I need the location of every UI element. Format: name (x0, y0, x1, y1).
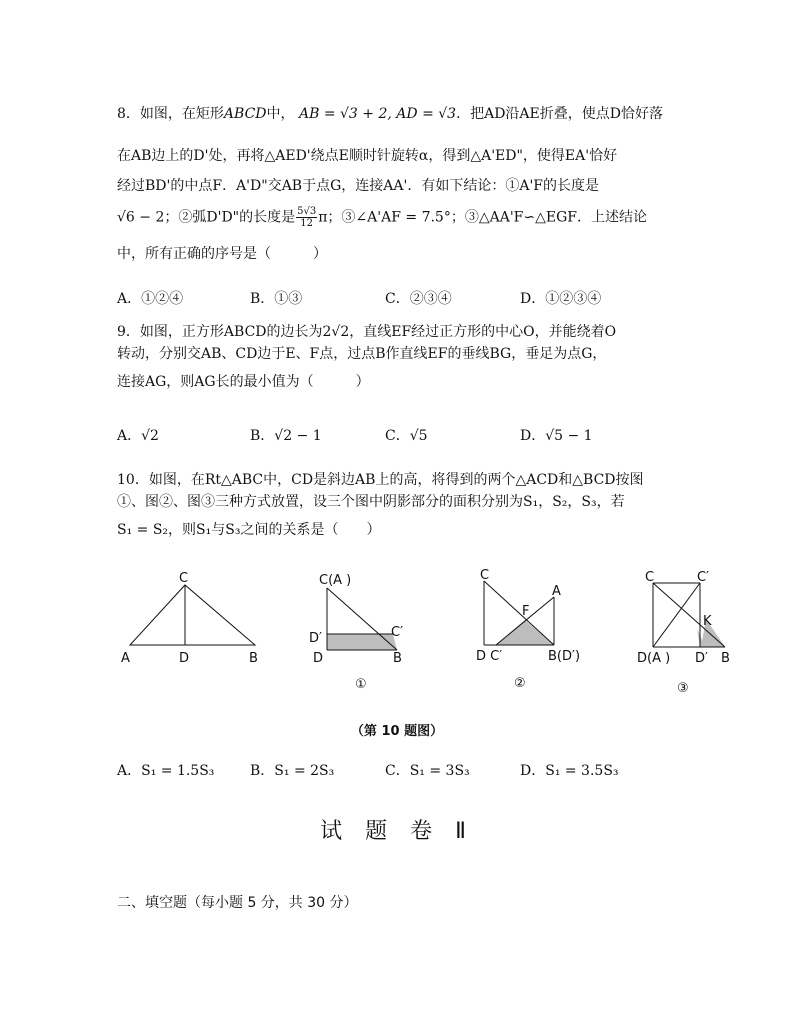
fig0-label-d: D (179, 651, 190, 666)
figure-1 (305, 570, 425, 700)
q10-option-d[interactable]: D．S₁ = 3.5S₃ (520, 763, 619, 779)
q8-option-c[interactable]: C．②③④ (385, 291, 452, 307)
figure-caption: （第 10 题图） (350, 724, 444, 739)
q9-line3: 连接AG，则AG长的最小值为（ ） (117, 374, 370, 390)
q8-frac-num: 5√3 (297, 206, 317, 217)
q10-option-c[interactable]: C．S₁ = 3S₃ (385, 763, 470, 779)
fig0-label-a: A (121, 651, 130, 666)
q9-option-b[interactable]: B．√2 − 1 (250, 428, 322, 444)
fig2-label-dc: D C′ (476, 649, 503, 664)
q10-option-a[interactable]: A．S₁ = 1.5S₃ (117, 763, 215, 779)
q8-line4-a: √6 − 2；②弧D'D"的长度是 (117, 209, 296, 226)
q8-rect: ABCD (223, 106, 267, 122)
fig2-label-c: C (480, 568, 490, 583)
section-title: 试 题 卷 Ⅱ (320, 819, 474, 844)
section-subtitle: 二、填空题（每小题 5 分，共 30 分） (117, 895, 358, 911)
fig0-label-c: C (179, 571, 189, 586)
q9-line2: 转动，分别交AB、CD边于E、F点，过点B作直线EF的垂线BG，垂足为点G， (117, 346, 607, 362)
q8-line1-mid: 中， (266, 106, 295, 122)
fig1-label-d: D (313, 651, 324, 666)
fig0-label-b: B (249, 651, 258, 666)
q9-option-c[interactable]: C．√5 (385, 428, 428, 444)
figure-2 (470, 565, 600, 700)
fig3-label-dp: D′ (695, 651, 708, 666)
q8-line1 (117, 104, 663, 124)
fig2-label-bd: B(D′) (548, 649, 581, 664)
q9-line1: 9．如图，正方形ABCD的边长为2√2，直线EF经过正方形的中心O，并能绕着O (117, 324, 617, 340)
q8-line1-end: ．把AD沿AE折叠，使点D恰好落 (456, 106, 663, 122)
fig2-label-f: F (522, 604, 530, 619)
fig3-label-da: D(A ) (637, 651, 671, 666)
q8-line5: 中，所有正确的序号是（ ） (117, 246, 327, 262)
q9-option-d[interactable]: D．√5 − 1 (520, 428, 593, 444)
q10-line2: ①、图②、图③三种方式放置，设三个图中阴影部分的面积分别为S₁，S₂，S₃，若 (117, 494, 625, 510)
fig1-label-cp: C′ (391, 625, 404, 640)
q8-option-b[interactable]: B．①③ (250, 291, 303, 307)
q8-condition: AB = √3 + 2, AD = √3 (298, 106, 457, 122)
q10-line3: S₁ = S₂，则S₁与S₃之间的关系是（ ） (117, 522, 381, 538)
fig2-label-a: A (552, 584, 561, 599)
fig1-number: ① (355, 677, 367, 692)
q10-option-b[interactable]: B．S₁ = 2S₃ (250, 763, 335, 779)
q8-line2: 在AB边上的D'处，再将△AED'绕点E顺时针旋转α，得到△A'ED"，使得EA'恰好 (117, 148, 618, 164)
fig3-number: ③ (677, 681, 689, 696)
fig3-label-k: K (703, 614, 712, 629)
q8-line1-start: 8．如图，在矩形 (117, 106, 224, 122)
fig3-label-b: B (721, 651, 730, 666)
figure-3 (635, 565, 765, 700)
q8-option-a[interactable]: A．①②④ (117, 291, 184, 307)
q8-line3: 经过BD'的中点F．A'D"交AB于点G，连接AA'．有如下结论：①A'F的长度是 (117, 178, 600, 194)
fig2-number: ② (514, 676, 526, 691)
fig1-label-ca: C(A ) (319, 573, 352, 588)
q9-option-a[interactable]: A．√2 (117, 428, 159, 444)
figure-original-triangle (115, 570, 275, 670)
q8-frac-den: 12 (300, 218, 314, 229)
fig3-label-c: C (645, 570, 655, 585)
fig1-label-dp: D′ (309, 631, 322, 646)
q10-line1: 10．如图，在Rt△ABC中，CD是斜边AB上的高，将得到的两个△ACD和△BCD按图 (117, 472, 644, 488)
q8-line4-b: π；③∠A'AF = 7.5°；③△AA'F∽△EGF．上述结论 (318, 209, 647, 226)
fig1-label-b: B (393, 651, 402, 666)
q8-option-d[interactable]: D．①②③④ (520, 291, 602, 307)
fig3-label-cp: C′ (697, 570, 710, 585)
q8-fraction (296, 206, 317, 229)
q8-line4 (117, 206, 647, 229)
